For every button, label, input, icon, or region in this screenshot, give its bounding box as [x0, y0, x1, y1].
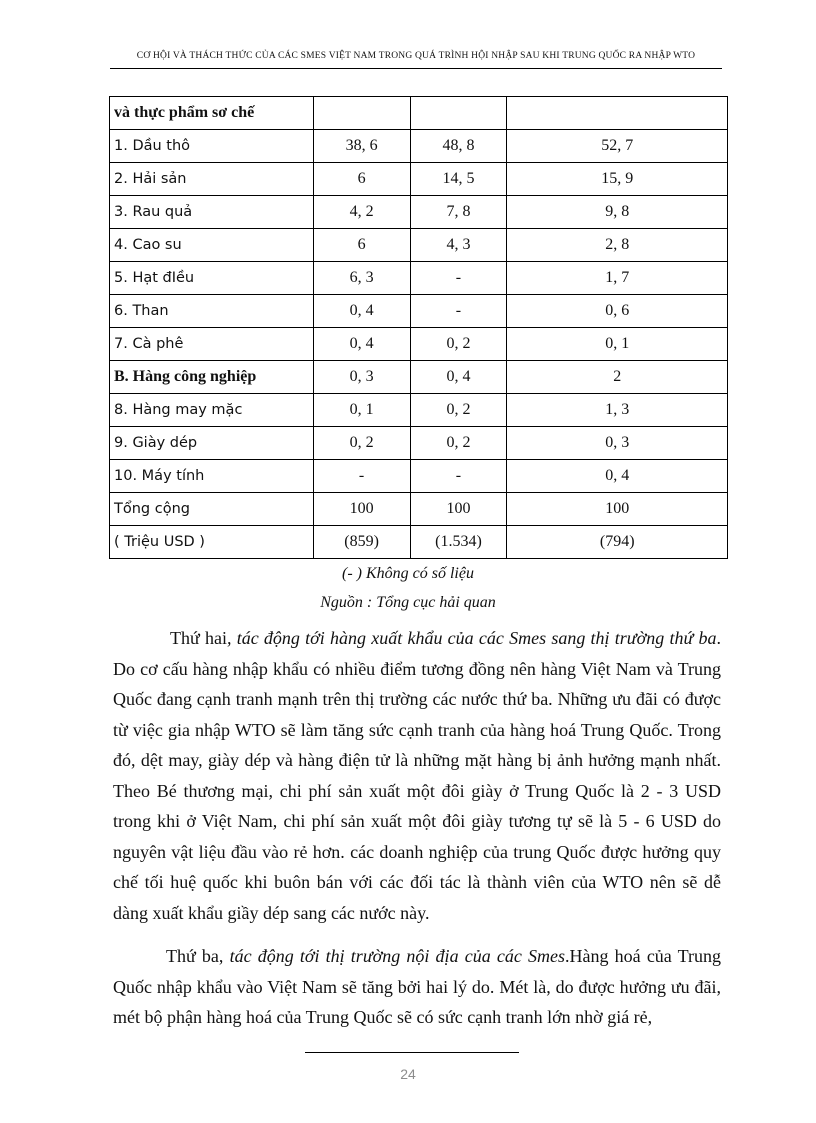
row-label: 4. Cao su — [110, 229, 314, 262]
cell-col3: 1, 3 — [507, 394, 728, 427]
table-row — [110, 163, 728, 196]
row-label: và thực phẩm sơ chế — [110, 97, 314, 130]
cell-col2: - — [410, 262, 507, 295]
row-label: 1. Dầu thô — [110, 130, 314, 163]
table-row — [110, 97, 728, 130]
table-row — [110, 394, 728, 427]
header-divider — [110, 68, 722, 69]
row-label: 9. Giày dép — [110, 427, 314, 460]
row-label: 3. Rau quả — [110, 196, 314, 229]
cell-col2: 0, 2 — [410, 427, 507, 460]
cell-col2: 0, 4 — [410, 361, 507, 394]
cell-col2: 4, 3 — [410, 229, 507, 262]
table-row — [110, 460, 728, 493]
cell-col1: 0, 4 — [313, 295, 410, 328]
cell-col3: 100 — [507, 493, 728, 526]
row-label: B. Hàng công nghiệp — [110, 361, 314, 394]
cell-col3: 0, 3 — [507, 427, 728, 460]
cell-col3: 0, 4 — [507, 460, 728, 493]
cell-col1: - — [313, 460, 410, 493]
paragraph-body: . Do cơ cấu hàng nhập khẩu có nhiều điểm tương đồng nên hàng Việt Nam và Trung Quốc đang cạnh tranh mạnh trên thị trường các nước thứ ba. Những ưu đãi có được từ việc gia nhập WTO sẽ làm tăng sức cạnh tranh của hàng hoá Trung Quốc. Trong đó, dệt may, giày dép và hàng điện tử là những mặt hàng bị ảnh hưởng mạnh nhất. Theo Bé thương mại, chi phí sản xuất một đôi giày ở Trung Quốc là 2 - 3 USD trong khi ở Việt Nam, chi phí sản xuất một đôi giày tương tự sẽ là 5 - 6 USD do nguyên vật liệu đầu vào rẻ hơn. các doanh nghiệp của trung Quốc được hưởng quy chế tối huệ quốc khi buôn bán với các đối tác là thành viên của WTO nên sẽ dễ dàng xuất khẩu giầy dép sang các nước này. — [113, 628, 722, 923]
cell-col2: 7, 8 — [410, 196, 507, 229]
cell-col1: 0, 3 — [313, 361, 410, 394]
row-label: 8. Hàng may mặc — [110, 394, 314, 427]
cell-col2: - — [410, 460, 507, 493]
running-header: CƠ HỘI VÀ THÁCH THỨC CỦA CÁC SMES VIỆT NAM TRONG QUÁ TRÌNH HỘI NHẬP SAU KHI TRUNG QUỐC RA NHẬP WTO — [136, 51, 696, 61]
paragraph-body: .Hàng hoá của Trung Quốc nhập khẩu vào Việt Nam sẽ tăng bởi hai lý do. Mét là, do được hưởng ưu đãi, mét bộ phận hàng hoá của Trung Quốc sẽ có sức cạnh tranh lớn nhờ giá rẻ, — [113, 946, 721, 1027]
row-label: 6. Than — [110, 295, 314, 328]
cell-col1: 38, 6 — [313, 130, 410, 163]
row-label: 10. Máy tính — [110, 460, 314, 493]
paragraph-lead: Thứ hai — [170, 628, 227, 648]
cell-col3: 2 — [507, 361, 728, 394]
cell-col3: 15, 9 — [507, 163, 728, 196]
cell-col3: 0, 6 — [507, 295, 728, 328]
paragraph-italic-heading: tác động tới thị trường nội địa của các Smes — [223, 946, 566, 966]
cell-col3: 52, 7 — [507, 130, 728, 163]
cell-col2: 100 — [410, 493, 507, 526]
footer-divider — [305, 1052, 519, 1053]
cell-col1: 0, 4 — [313, 328, 410, 361]
cell-col3: 1, 7 — [507, 262, 728, 295]
table-row — [110, 493, 728, 526]
row-label: 2. Hải sản — [110, 163, 314, 196]
cell-col1: 4, 2 — [313, 196, 410, 229]
table-row — [110, 262, 728, 295]
table-row — [110, 361, 728, 394]
row-label: Tổng cộng — [110, 493, 314, 526]
source-note: Nguồn : Tổng cục hải quan — [320, 594, 496, 611]
table-row — [110, 526, 728, 559]
cell-col1: 6 — [313, 229, 410, 262]
table-row — [110, 229, 728, 262]
cell-col2: 14, 5 — [410, 163, 507, 196]
cell-col3: 0, 1 — [507, 328, 728, 361]
cell-col2: 48, 8 — [410, 130, 507, 163]
cell-col1: (859) — [313, 526, 410, 559]
cell-col2: - — [410, 295, 507, 328]
cell-col1 — [313, 97, 410, 130]
cell-col1: 0, 2 — [313, 427, 410, 460]
cell-col1: 6 — [313, 163, 410, 196]
cell-col3: 9, 8 — [507, 196, 728, 229]
cell-col1: 100 — [313, 493, 410, 526]
table-row — [110, 196, 728, 229]
cell-col2: (1.534) — [410, 526, 507, 559]
table-row — [110, 130, 728, 163]
cell-col3: (794) — [507, 526, 728, 559]
no-data-note: (- ) Không có số liệu — [342, 565, 474, 582]
table-row — [110, 295, 728, 328]
page-number: 24 — [400, 1066, 416, 1082]
paragraph-lead: Thứ ba, — [166, 946, 224, 966]
row-label: 7. Cà phê — [110, 328, 314, 361]
cell-col2: 0, 2 — [410, 394, 507, 427]
row-label: ( Triệu USD ) — [110, 526, 314, 559]
cell-col3 — [507, 97, 728, 130]
cell-col1: 0, 1 — [313, 394, 410, 427]
table-row — [110, 427, 728, 460]
paragraph-third-markets — [113, 623, 721, 928]
export-structure-table — [109, 96, 728, 559]
row-label: 5. Hạt đIều — [110, 262, 314, 295]
cell-col2 — [410, 97, 507, 130]
paragraph-domestic-market — [113, 941, 721, 1033]
table-row — [110, 328, 728, 361]
paragraph-italic-heading: , tác động tới hàng xuất khẩu của các Smes sang thị trường thứ ba — [226, 628, 717, 648]
cell-col3: 2, 8 — [507, 229, 728, 262]
cell-col2: 0, 2 — [410, 328, 507, 361]
cell-col1: 6, 3 — [313, 262, 410, 295]
